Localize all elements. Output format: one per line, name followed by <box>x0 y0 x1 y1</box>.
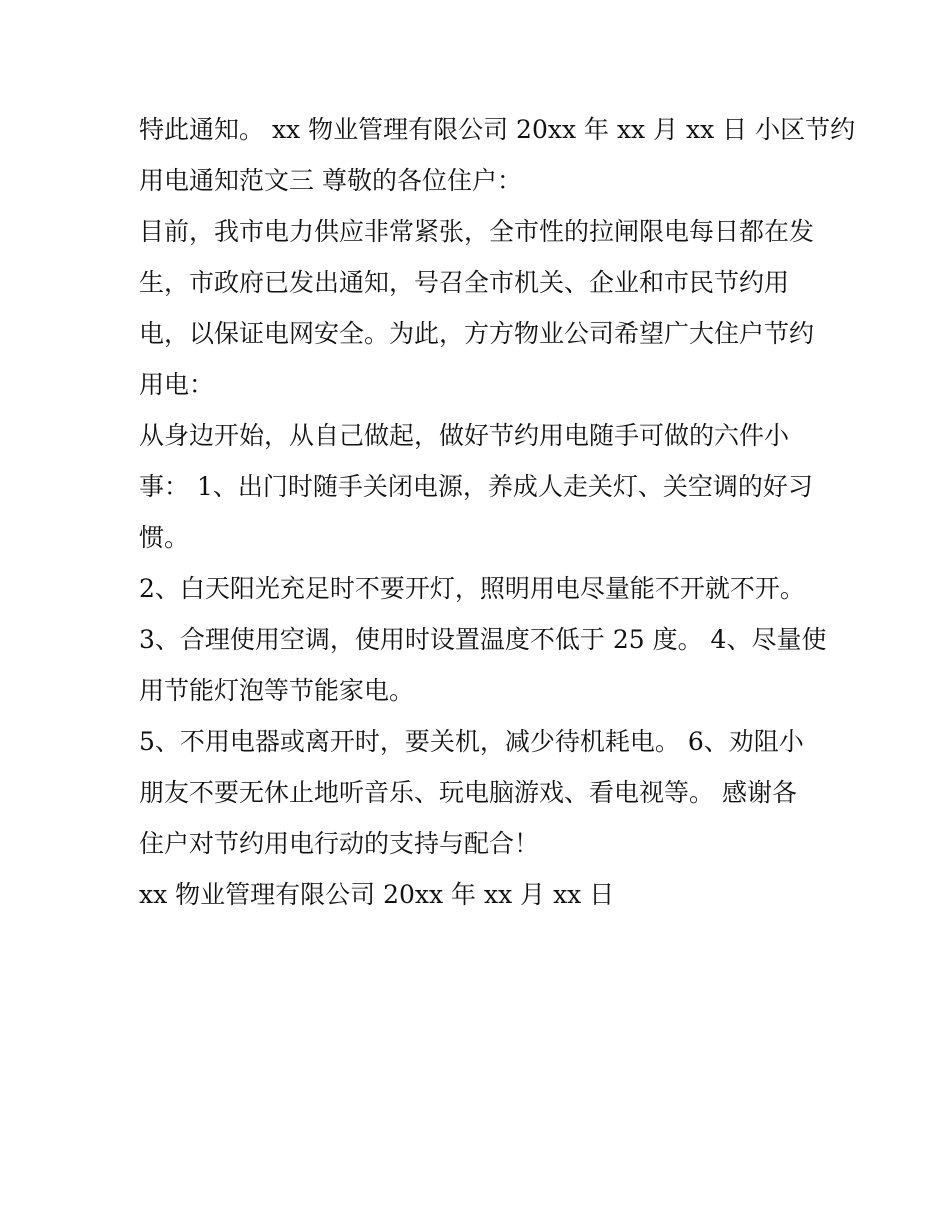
text-line-15: 住户对节约用电行动的支持与配合！ <box>139 829 540 858</box>
text-line-14: 朋友不要无休止地听音乐、玩电脑游戏、看电视等。 感谢各 <box>139 778 797 807</box>
text-line-1: 特此通知。 xx 物业管理有限公司 20xx 年 xx 月 xx 日 小区节约 <box>139 115 856 144</box>
text-line-7: 从身边开始，从自己做起，做好节约用电随手可做的六件小 <box>139 421 790 450</box>
text-line-9: 惯。 <box>139 523 190 552</box>
text-line-5: 电，以保证电网安全。为此，方方物业公司希望广大住户节约 <box>139 319 815 348</box>
text-line-10: 2、白天阳光充足时不要开灯，照明用电尽量能不开就不开。 <box>139 574 805 603</box>
text-line-13: 5、不用电器或离开时，要关机，减少待机耗电。 6、劝阻小 <box>139 727 804 756</box>
text-line-11: 3、合理使用空调，使用时设置温度不低于 25 度。 4、尽量使 <box>139 625 827 654</box>
text-line-6: 用电： <box>139 370 215 399</box>
text-line-2: 用电通知范文三 尊敬的各位住户： <box>139 166 522 195</box>
text-line-16: xx 物业管理有限公司 20xx 年 xx 月 xx 日 <box>139 880 615 909</box>
text-line-12: 用节能灯泡等节能家电。 <box>139 676 415 705</box>
text-line-4: 生，市政府已发出通知，号召全市机关、企业和市民节约用 <box>139 268 790 297</box>
text-line-8: 事： 1、出门时随手关闭电源，养成人走关灯、关空调的好习 <box>139 472 813 501</box>
notice-body <box>139 104 856 920</box>
text-line-3: 目前，我市电力供应非常紧张，全市性的拉闸限电每日都在发 <box>139 217 815 246</box>
